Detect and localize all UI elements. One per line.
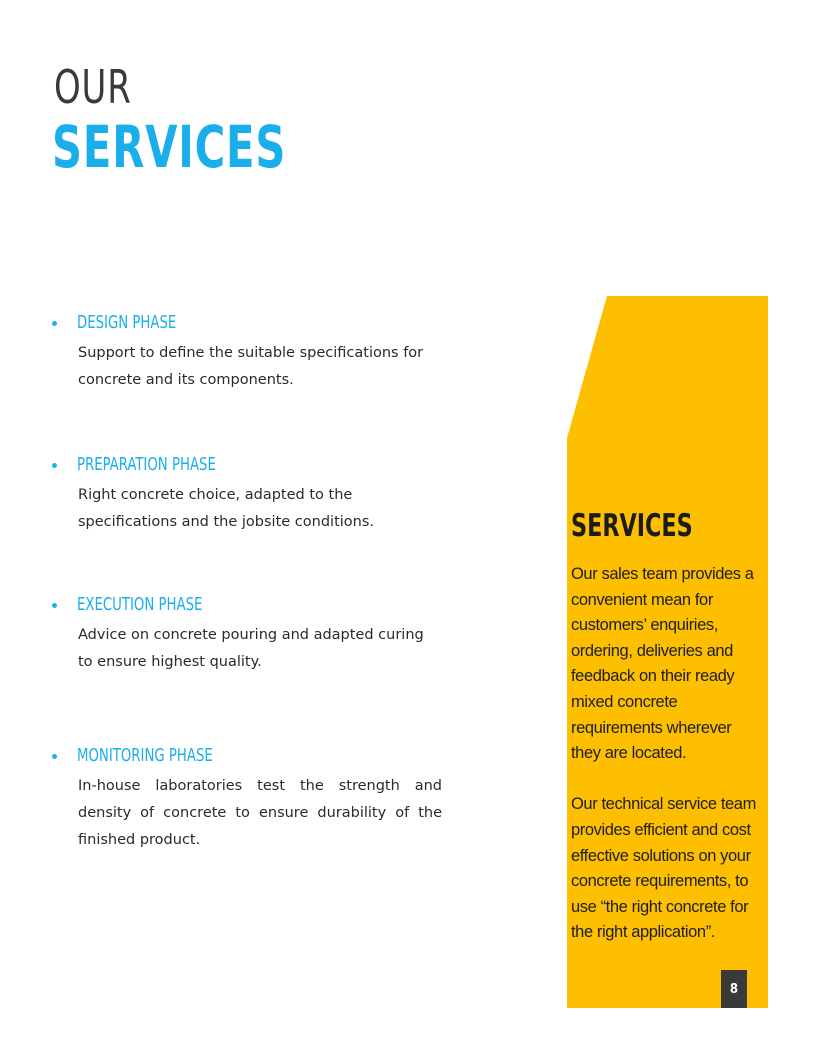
bullet-dot (52, 321, 57, 326)
bullet-dot (52, 603, 57, 608)
phase-preparation (48, 454, 448, 536)
phase-heading: EXECUTION PHASE (77, 594, 203, 615)
phase-heading: MONITORING PHASE (77, 745, 213, 766)
side-panel-paragraph-sales: Our sales team provides a convenient mean for customers’ enquiries, ordering, deliveries and feedback on their ready mixed concrete requirements wherever they are located. (571, 565, 754, 763)
phase-description: Right concrete choice, adapted to the specifications and the jobsite conditions. (78, 487, 375, 530)
phase-description: Advice on concrete pouring and adapted curing to ensure highest quality. (78, 627, 424, 670)
bullet-dot (52, 463, 57, 468)
phase-heading: DESIGN PHASE (77, 312, 177, 333)
page-number: 8 (721, 970, 747, 1008)
page-title-services: SERVICES (52, 113, 287, 181)
phase-heading: PREPARATION PHASE (77, 454, 216, 475)
phase-design (48, 312, 448, 394)
phase-execution (48, 594, 448, 676)
phase-monitoring (48, 745, 448, 854)
side-panel-paragraph-technical: Our technical service team provides efficient and cost effective solutions on your concrete requirements, to use “the right concrete for the right application”. (571, 795, 756, 942)
phase-description: Support to define the suitable specifications for concrete and its components. (78, 345, 424, 388)
phase-description: In-house laboratories test the strength and density of concrete to ensure durability of the finished product. (78, 778, 442, 848)
bullet-dot (52, 754, 57, 759)
side-panel-title: SERVICES (571, 508, 693, 544)
side-panel-text (571, 562, 765, 946)
page-title-our: OUR (54, 60, 132, 114)
